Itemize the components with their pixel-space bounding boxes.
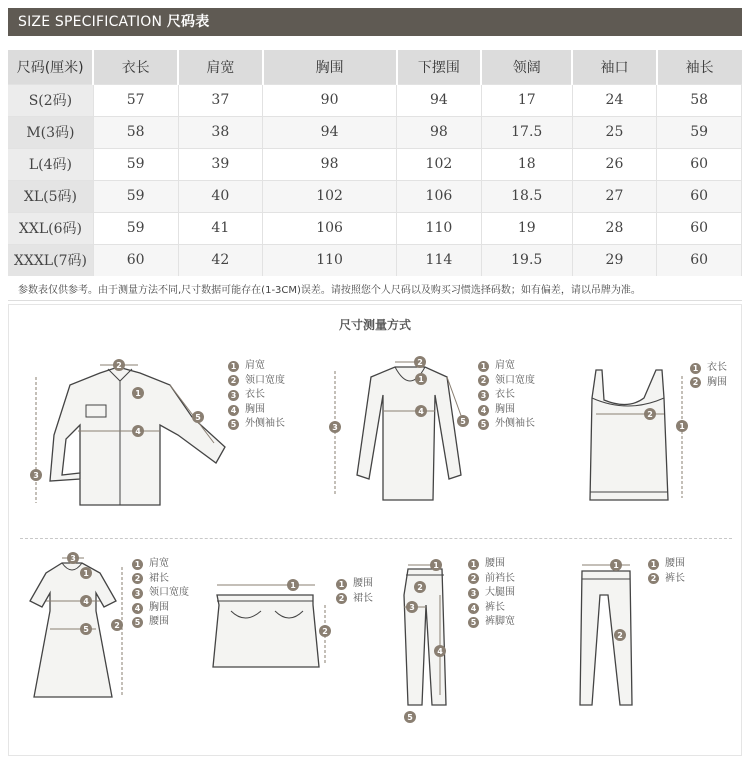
table-cell: 110 bbox=[397, 212, 482, 244]
legend-item: 胸围 bbox=[245, 403, 265, 415]
table-cell: 18.5 bbox=[481, 180, 572, 212]
table-cell: 59 bbox=[93, 148, 178, 180]
marker bbox=[610, 559, 622, 571]
legend-item: 腰围 bbox=[665, 558, 685, 569]
marker bbox=[434, 645, 446, 657]
table-cell: 41 bbox=[178, 212, 263, 244]
table-cell: 60 bbox=[657, 212, 742, 244]
marker bbox=[111, 619, 123, 631]
legend-item: 前裆长 bbox=[485, 572, 515, 584]
table-cell: 39 bbox=[178, 148, 263, 180]
header-hem: 下摆围 bbox=[397, 50, 482, 84]
marker bbox=[676, 420, 688, 432]
table-cell: 102 bbox=[397, 148, 482, 180]
legend-item: 肩宽 bbox=[495, 360, 515, 371]
table-cell: 98 bbox=[263, 148, 397, 180]
cell-size: M(3码) bbox=[8, 116, 93, 148]
svg-text:2: 2 bbox=[116, 361, 122, 370]
marker bbox=[430, 559, 442, 571]
table-cell: 58 bbox=[93, 116, 178, 148]
legend-item: 肩宽 bbox=[245, 360, 265, 371]
legend-item: 裤长 bbox=[485, 601, 505, 613]
table-cell: 25 bbox=[572, 116, 657, 148]
table-cell: 26 bbox=[572, 148, 657, 180]
table-cell: 19.5 bbox=[481, 244, 572, 276]
legend-item: 衣长 bbox=[707, 362, 727, 373]
divider bbox=[8, 300, 742, 301]
marker bbox=[457, 415, 469, 427]
dress-illustration bbox=[20, 555, 130, 705]
marker bbox=[192, 411, 204, 423]
table-row bbox=[8, 116, 742, 148]
table-row bbox=[8, 244, 742, 276]
legend-item: 裙长 bbox=[353, 592, 373, 604]
legend-item: 腰围 bbox=[485, 558, 505, 569]
header-cuff: 袖口 bbox=[572, 50, 657, 84]
marker bbox=[414, 581, 426, 593]
marker bbox=[132, 425, 144, 437]
svg-text:2: 2 bbox=[322, 627, 328, 636]
table-cell: 38 bbox=[178, 116, 263, 148]
marker bbox=[614, 629, 626, 641]
table-cell: 17.5 bbox=[481, 116, 572, 148]
svg-text:3: 3 bbox=[409, 603, 415, 612]
header-size: 尺码(厘米) bbox=[8, 50, 93, 84]
table-cell: 60 bbox=[657, 148, 742, 180]
marker bbox=[415, 405, 427, 417]
svg-text:3: 3 bbox=[70, 554, 76, 563]
table-row bbox=[8, 84, 742, 116]
header-chest: 胸围 bbox=[263, 50, 397, 84]
legend-item: 肩宽 bbox=[149, 558, 169, 569]
banner-title-cn: 尺码表 bbox=[166, 14, 210, 30]
svg-text:2: 2 bbox=[417, 358, 423, 367]
legend-item: 外侧袖长 bbox=[245, 418, 285, 430]
svg-text:2: 2 bbox=[647, 410, 653, 419]
marker bbox=[319, 625, 331, 637]
svg-text:4: 4 bbox=[83, 597, 89, 606]
table-cell: 114 bbox=[397, 244, 482, 276]
banner-title-en: SIZE SPECIFICATION bbox=[18, 14, 163, 30]
marker bbox=[132, 387, 144, 399]
legend-jeans: 1 腰围 2 前裆长 3 大腿围 4 裤长 5 裤脚宽 bbox=[468, 557, 515, 630]
table-cell: 40 bbox=[178, 180, 263, 212]
table-cell: 29 bbox=[572, 244, 657, 276]
measurement-title: 尺寸测量方式 bbox=[338, 318, 411, 332]
svg-text:5: 5 bbox=[460, 417, 466, 426]
dashed-divider bbox=[20, 538, 732, 539]
table-cell: 59 bbox=[93, 180, 178, 212]
table-cell: 94 bbox=[397, 84, 482, 116]
table-cell: 18 bbox=[481, 148, 572, 180]
disclaimer-note: 参数表仅供参考。由于测量方法不同,尺寸数据可能存在(1-3CM)误差。请按照您个人尺码以及购买习惯选择码数；如有偏差，请以吊牌为准。 bbox=[18, 285, 641, 296]
table-header-row bbox=[8, 50, 742, 84]
marker bbox=[113, 359, 125, 371]
table-cell: 19 bbox=[481, 212, 572, 244]
table-cell: 60 bbox=[657, 180, 742, 212]
legend-item: 领口宽度 bbox=[245, 374, 285, 386]
svg-text:1: 1 bbox=[418, 375, 424, 384]
legend-item: 裤脚宽 bbox=[485, 616, 515, 628]
table-cell: 102 bbox=[263, 180, 397, 212]
header-length: 衣长 bbox=[93, 50, 178, 84]
marker bbox=[404, 711, 416, 723]
table-cell: 60 bbox=[657, 244, 742, 276]
svg-text:1: 1 bbox=[135, 389, 141, 398]
legend-item: 领口宽度 bbox=[149, 587, 189, 599]
header-sleeve: 袖长 bbox=[657, 50, 742, 84]
marker bbox=[415, 373, 427, 385]
legend-item: 大腿围 bbox=[485, 587, 515, 599]
svg-text:4: 4 bbox=[437, 647, 443, 656]
table-cell: 106 bbox=[263, 212, 397, 244]
table-cell: 98 bbox=[397, 116, 482, 148]
long-tee-illustration bbox=[325, 355, 475, 525]
legend-item: 胸围 bbox=[707, 376, 727, 388]
table-row bbox=[8, 180, 742, 212]
table-cell: 90 bbox=[263, 84, 397, 116]
marker bbox=[644, 408, 656, 420]
table-cell: 60 bbox=[93, 244, 178, 276]
table-cell: 106 bbox=[397, 180, 482, 212]
marker bbox=[287, 579, 299, 591]
svg-text:3: 3 bbox=[332, 423, 338, 432]
legend-item: 腰围 bbox=[353, 578, 373, 589]
jeans-illustration bbox=[396, 555, 466, 725]
svg-text:4: 4 bbox=[418, 407, 424, 416]
svg-text:5: 5 bbox=[83, 625, 89, 634]
svg-text:5: 5 bbox=[407, 713, 413, 722]
cell-size: XL(5码) bbox=[8, 180, 93, 212]
table-cell: 58 bbox=[657, 84, 742, 116]
marker bbox=[30, 469, 42, 481]
cell-size: S(2码) bbox=[8, 84, 93, 116]
table-cell: 24 bbox=[572, 84, 657, 116]
marker bbox=[80, 567, 92, 579]
svg-text:2: 2 bbox=[417, 583, 423, 592]
legend-item: 裙长 bbox=[149, 572, 169, 584]
legend-item: 胸围 bbox=[149, 601, 169, 613]
shirt-illustration bbox=[20, 355, 230, 525]
legend-shirt: 1 肩宽 2 领口宽度 3 衣长 4 胸围 5 外侧袖长 bbox=[228, 359, 285, 432]
legend-tee: 1 肩宽 2 领口宽度 3 衣长 4 胸围 5 外侧袖长 bbox=[478, 359, 535, 432]
table-cell: 57 bbox=[93, 84, 178, 116]
legend-item: 裤长 bbox=[665, 572, 685, 584]
svg-text:2: 2 bbox=[617, 631, 623, 640]
table-cell: 28 bbox=[572, 212, 657, 244]
table-cell: 94 bbox=[263, 116, 397, 148]
legend-dress: 1 肩宽 2 裙长 3 领口宽度 4 胸围 5 腰围 bbox=[132, 557, 189, 630]
svg-text:1: 1 bbox=[679, 422, 685, 431]
table-cell: 110 bbox=[263, 244, 397, 276]
header-shoulder: 肩宽 bbox=[178, 50, 263, 84]
legend-skirt: 1 腰围 2 裙长 bbox=[336, 577, 373, 606]
table-cell: 17 bbox=[481, 84, 572, 116]
table-cell: 27 bbox=[572, 180, 657, 212]
size-table bbox=[8, 50, 742, 276]
svg-text:1: 1 bbox=[83, 569, 89, 578]
skirt-illustration bbox=[205, 575, 340, 675]
table-cell: 37 bbox=[178, 84, 263, 116]
marker bbox=[80, 623, 92, 635]
cell-size: L(4码) bbox=[8, 148, 93, 180]
table-cell: 59 bbox=[657, 116, 742, 148]
legend-item: 外侧袖长 bbox=[495, 418, 535, 430]
cell-size: XXL(6码) bbox=[8, 212, 93, 244]
legend-item: 衣长 bbox=[245, 389, 265, 401]
cell-size: XXXL(7码) bbox=[8, 244, 93, 276]
svg-text:3: 3 bbox=[33, 471, 39, 480]
header-collar: 领阔 bbox=[481, 50, 572, 84]
svg-text:1: 1 bbox=[613, 561, 619, 570]
svg-text:2: 2 bbox=[114, 621, 120, 630]
marker bbox=[329, 421, 341, 433]
table-cell: 59 bbox=[93, 212, 178, 244]
marker bbox=[67, 552, 79, 564]
legend-item: 衣长 bbox=[495, 389, 515, 401]
svg-text:1: 1 bbox=[433, 561, 439, 570]
cami-illustration bbox=[582, 360, 692, 510]
legend-item: 腰围 bbox=[149, 616, 169, 628]
table-row bbox=[8, 212, 742, 244]
marker bbox=[406, 601, 418, 613]
svg-text:4: 4 bbox=[135, 427, 141, 436]
table-cell: 42 bbox=[178, 244, 263, 276]
leggings-illustration bbox=[576, 555, 646, 715]
legend-leggings: 1 腰围 2 裤长 bbox=[648, 557, 685, 586]
legend-item: 领口宽度 bbox=[495, 374, 535, 386]
legend-item: 胸围 bbox=[495, 403, 515, 415]
marker bbox=[414, 356, 426, 368]
marker bbox=[80, 595, 92, 607]
size-spec-banner bbox=[8, 8, 742, 36]
svg-text:5: 5 bbox=[195, 413, 201, 422]
svg-text:1: 1 bbox=[290, 581, 296, 590]
legend-cami: 1 衣长 2 胸围 bbox=[690, 361, 727, 390]
table-row bbox=[8, 148, 742, 180]
